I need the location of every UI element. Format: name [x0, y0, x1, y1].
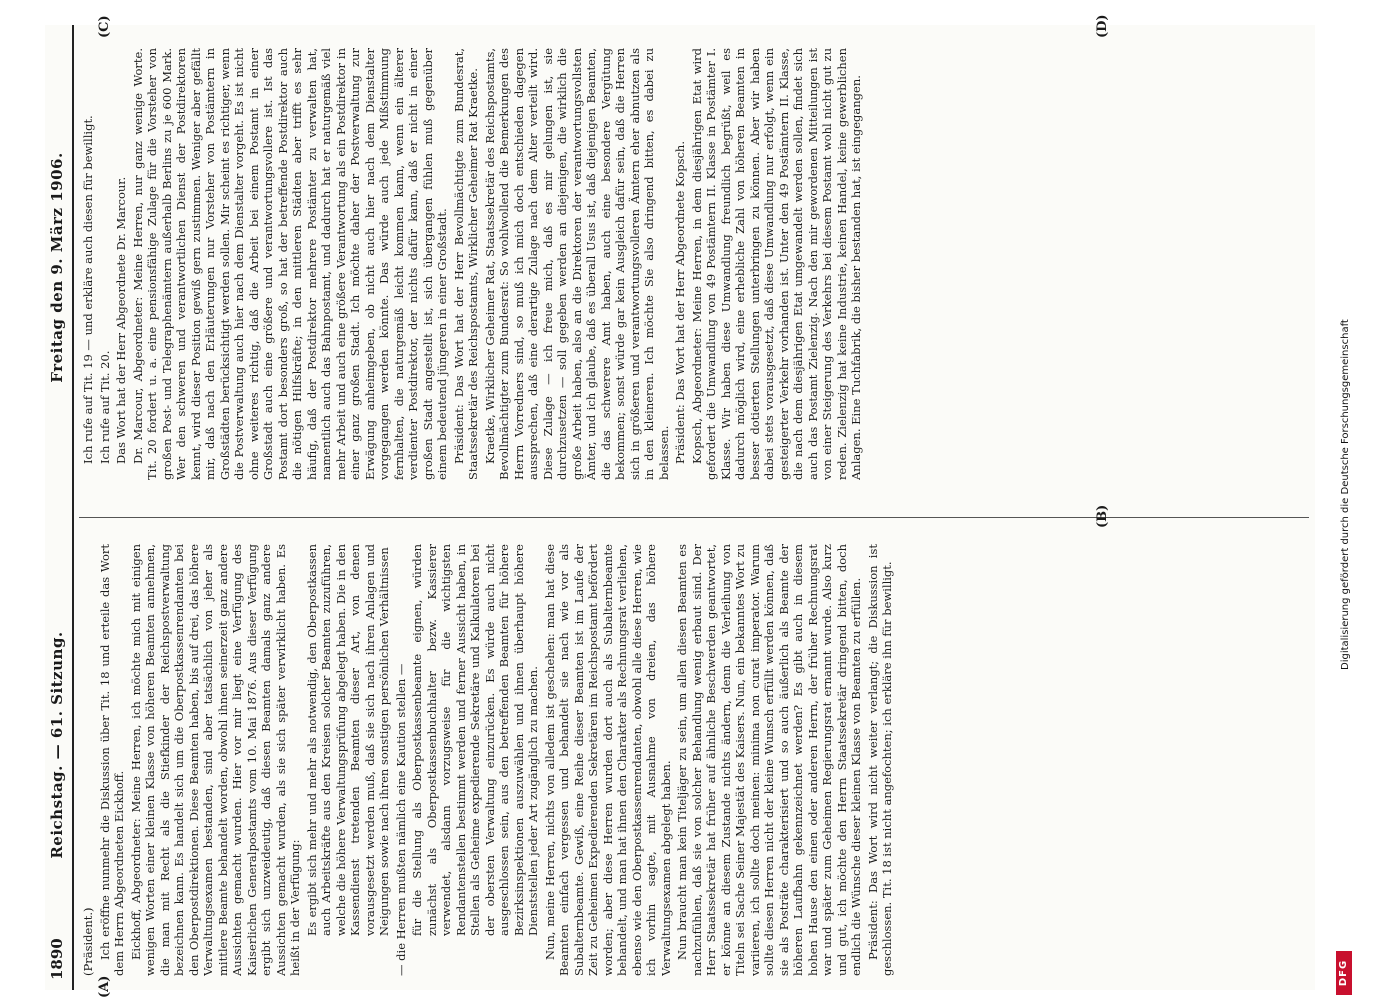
digitization-credit: Digitalisierung gefördert durch die Deutsche Forschungsgemeinschaft	[1340, 319, 1351, 670]
right-running-title: Freitag den 9. März 1906.	[48, 152, 66, 383]
speaker-continuation: (Präsident.)	[81, 907, 95, 976]
paragraph: Das Wort hat der Herr Abgeordnete Dr. Marcour.	[114, 176, 128, 464]
paragraph: Präsident: Das Wort hat der Herr Abgeordnete Kopsch.	[673, 141, 687, 464]
page-header	[45, 35, 69, 980]
paragraph: Kraetke, Wirklicher Geheimer Rat, Staatssekretär des Reichspostamts, Bevollmächtigter zum Bundesrat: So wohlwollend die Bemerkungen des Herrn Vorredners sind, so muß ich mich doch entschieden dagegen aussprechen, daß eine derartige Zulage nach dem Alter verteilt wird. Diese Zulage — ich freue mich, daß es mir gelungen ist, sie durchzusetzen — soll gegeben werden an diejenigen, die wirklich die große Arbeit haben, also an die Direktoren der verantwortungsvollsten Ämter, und ich glaube, daß es überall Usus ist, daß diejenigen Beamten, die das schwerere Amt haben, auch eine besondere Vergütung bekommen; sonst würde gar kein Ausgleich dafür sein, daß die Herren sich in größeren und verantwortungsvolleren Ämtern eher abnutzen als in den kleineren. Ich möchte Sie also dringend bitten, es dabei zu belassen.	[482, 48, 671, 480]
margin-marker-a: (A)	[97, 975, 112, 998]
dfg-logo: DFG	[1336, 951, 1352, 995]
quoted-paragraph: Es ergibt sich mehr und mehr als notwendig, den Oberpostkassen auch Arbeitskräfte aus den Kreisen solcher Beamten zuzuführen, welche die höhere Verwaltungsprüfung abgelegt haben. Die in den Kassendienst tretenden Beamten dieser Art, von denen vorausgesetzt werden muß, daß sie sich nach ihren Anlagen und Neigungen sowie nach ihren sonstigen persönlichen Verhältnissen	[304, 544, 391, 936]
paragraph: Nun, meine Herren, nichts von alledem ist geschehen: man hat diese Beamten einfach vergessen und behandelt sie nach wie vor als Subalternbeamte. Gewiß, eine Reihe dieser Beamten ist im Laufe der Zeit zu Geheimen Expedierenden Sekretären im Reichspostamt befördert worden; aber diese Herren wurden dort auch als Subalternbeamte behandelt, und man hat ihnen den Charakter als Rechnungsrat verliehen, ebenso wie den Oberpostkassenrendanten, obwohl alle diese Herren, wie ich vorhin sagte, mit Ausnahme von dreien, das höhere Verwaltungsexamen abgelegt haben.	[542, 544, 673, 976]
paragraph: Ich eröffne nunmehr die Diskussion über Tit. 18 und erteile das Wort dem Herrn Abgeordneten Eickhoff.	[97, 544, 126, 976]
right-column	[81, 48, 1311, 480]
column-divider	[79, 517, 1309, 518]
interjection: — die Herren mußten nämlich eine Kaution stellen —	[393, 663, 408, 976]
paragraph: Dr. Marcour, Abgeordneter: Meine Herren, nur ganz wenige Worte. Tit. 20 fordert u. a. eine pensionsfähige Zulage für die Vorsteher von großen Post- und Telegraphenämtern außerhalb Berlins zu je 600 Mark. Wer den schweren und verantwortlichen Dienst der Postdirektoren kennt, wird dieser Position gewiß gern zustimmen. Weniger aber gefällt mir, daß nach den Erläuterungen nur Vorsteher von Postämtern in Großstädten berücksichtigt werden sollen. Mir scheint es richtiger, wenn die Postverwaltung auch hier nach dem Dienstalter vorgeht. Es ist nicht ohne weiteres richtig, daß die Arbeit bei einem Postamt in einer Großstadt auch eine größere und verantwortungsvollere ist. Ist das Postamt dort besonders groß, so hat der betreffende Postdirektor auch die nötigen Hilfskräfte; in den mittleren Städten aber trifft es sehr häufig, daß der Postdirektor mehrere Postämter zu verwalten hat, namentlich auch das Bahnpostamt, und dadurch hat er naturgemäß viel mehr Arbeit und auch eine größere Verantwortung als ein Postdirektor in einer ganz großen Stadt. Ich möchte daher der Postverwaltung zur Erwägung anheimgeben, ob nicht auch hier nach dem Dienstalter vorgegangen werden könnte. Das würde auch jede Mißstimmung fernhalten, die naturgemäß leicht kommen kann, wenn ein älterer verdienter Postdirektor, der nichts dafür kann, daß er nicht in einer großen Stadt angestellt ist, sich übergangen fühlen muß gegenüber einem bedeutend jüngeren in einer Großstadt.	[130, 48, 449, 480]
paragraph: Präsident: Das Wort wird nicht weiter verlangt; die Diskussion ist geschlossen. Tit. 18 ist nicht angefochten; ich erkläre ihn für bewilligt.	[865, 544, 894, 976]
digitization-note	[1330, 0, 1370, 1000]
paragraph: Ich rufe auf Tit. 19 — und erkläre auch diesen für bewilligt.	[81, 115, 95, 464]
margin-marker-c: (C)	[97, 15, 112, 38]
left-running-title: Reichstag. — 61. Sitzung.	[48, 631, 66, 859]
header-rule	[72, 25, 74, 990]
paragraph: Nun braucht man kein Titeljäger zu sein, um allen diesen Beamten es nachzufühlen, daß sie von solcher Behandlung wenig erbaut sind. Der Herr Staatssekretär hat früher auf ähnliche Beschwerden geantwortet, er könne an diesem Zustande nichts ändern, denn die Verleihung von Titeln sei Sache Seiner Majestät des Kaisers. Nun, ein bekanntes Wort zu variieren, ich sollte doch meinen: minima non curat imperator. Warum sollte diesen Herren nicht der kleine Wunsch erfüllt werden können, daß sie als Posträte charakterisiert und so auch äußerlich als Beamte der höheren Laufbahn gekennzeichnet werden? Es gibt auch in diesem hohen Hause den einen oder anderen Herrn, der früher Rechnungsrat war und später zum Geheimen Regierungsrat ernannt wurde. Also kurz und gut, ich möchte den Herrn Staatssekretär dringend bitten, doch endlich die Wünsche dieser kleinen Klasse von Beamten zu erfüllen.	[675, 544, 863, 976]
margin-marker-b: (B)	[1095, 504, 1110, 528]
document-sheet	[45, 14, 1315, 998]
paragraph: Präsident: Das Wort hat der Herr Bevollmächtigte zum Bundesrat, Staatssekretär des Reichspostamts, Wirklicher Geheimer Rat Kraetke.	[451, 48, 480, 480]
left-column	[81, 544, 1311, 976]
page-number: 1890	[48, 938, 66, 980]
quoted-paragraph: für die Stellung als Oberpostkassenbeamte eignen, würden zunächst als Oberpostkassenbuchhalter bezw. Kassierer verwendet, alsdann vorzugsweise für die wichtigsten Rendantenstellen bestimmt werden und ferner Aussicht haben, in Stellen als Geheime expedierende Sekretäre und Kalkulatoren bei der obersten Verwaltung einzurücken. Es würde auch nicht ausgeschlossen sein, aus den betreffenden Beamten für höhere Bezirksinspektionen auszuwählen und ihnen überhaupt höhere Dienststellen jeder Art zugänglich zu machen.	[410, 544, 540, 936]
paragraph: Ich rufe auf Tit. 20.	[97, 350, 112, 464]
paragraph: Kopsch, Abgeordneter: Meine Herren, in dem diesjährigen Etat wird gefordert die Umwandlung von 49 Postämtern II. Klasse in Postämter I. Klasse. Wir haben diese Umwandlung freundlich begrüßt, weil es dadurch möglich wird, eine erhebliche Zahl von höheren Beamten in besser dotierten Stellungen unterbringen zu können. Aber wir haben dabei stets vorausgesetzt, daß diese Umwandlung nur erfolgt, wenn ein gesteigerter Verkehr vorhanden ist. Unter den 49 Postämtern II. Klasse, die nach dem diesjährigen Etat umgewandelt werden sollen, findet sich auch das Postamt Zielenzig. Nach den mir gewordenen Mitteilungen ist von einer Steigerung des Verkehrs bei diesem Postamt wohl nicht gut zu reden. Zielenzig hat keine Industrie, keinen Handel, keine gewerblichen Anlagen. Eine Tuchfabrik, die bisher bestanden hat, ist eingegangen.	[689, 48, 863, 480]
margin-marker-d: (D)	[1095, 14, 1110, 38]
paragraph: Eickhoff, Abgeordneter: Meine Herren, ich möchte mich mit einigen wenigen Worten einer kleinen Klasse von höheren Beamten annehmen, die man mit Recht als die Stiefkinder der Reichspostverwaltung bezeichnen kann. Es handelt sich um die Oberpostkassenrendanten bei den Oberpostdirektionen. Diese Beamten haben, bis auf drei, das höhere Verwaltungsexamen bestanden, sind aber tatsächlich von jeher als mittlere Beamte behandelt worden, obwohl ihnen seinerzeit ganz andere Aussichten gemacht wurden. Hier vor mir liegt eine Verfügung des Kaiserlichen Generalpostamts vom 10. Mai 1876. Aus dieser Verfügung ergibt sich unzweideutig, daß diesen Beamten damals ganz andere Aussichten gemacht wurden, als sie sich später verwirklicht haben. Es heißt in der Verfügung:	[128, 544, 302, 976]
